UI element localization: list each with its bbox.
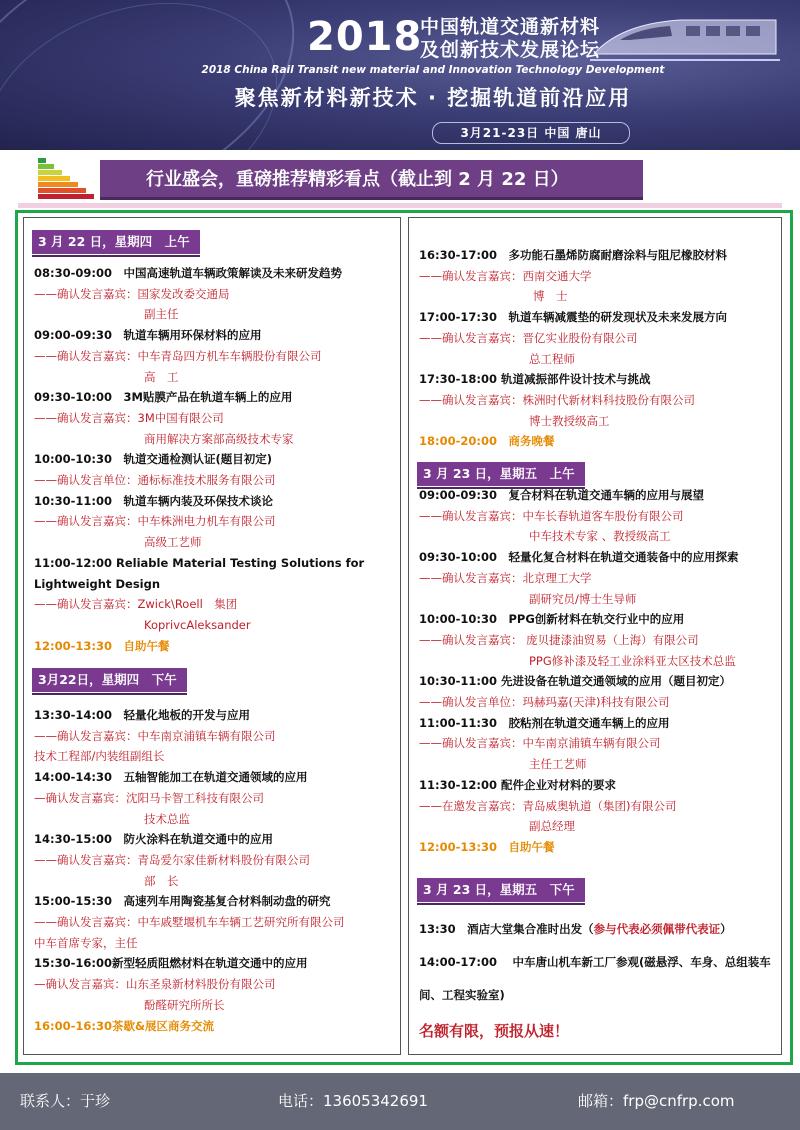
speaker-line: 商用解决方案部高级技术专家 bbox=[144, 431, 294, 446]
session-title: 17:30-18:00 轨道减振部件设计技术与挑战 bbox=[419, 372, 651, 387]
session-title: 09:00-09:30 复合材料在轨道交通车辆的应用与展望 bbox=[419, 488, 704, 502]
heading-underline bbox=[32, 255, 200, 257]
session-title: 15:30-16:00新型轻质阻燃材料在轨道交通中的应用 bbox=[34, 956, 308, 971]
session-text: 13:30 酒店大堂集合准时出发（ bbox=[419, 922, 594, 936]
speaker-line: 高 工 bbox=[144, 369, 179, 384]
speaker-line: ——确认发言嘉宾：中车南京浦镇车辆有限公司 bbox=[34, 728, 276, 743]
day-heading-mar23-am bbox=[417, 462, 585, 486]
session-title: 11:00-11:30 胶粘剂在轨道交通车辆上的应用 bbox=[419, 715, 670, 730]
heading-underline bbox=[417, 903, 585, 905]
section-title: 行业盛会，重磅推荐精彩看点（截止到 2 月 22 日） bbox=[100, 160, 643, 200]
speaker-line: ——确认发言嘉宾：中车南京浦镇车辆有限公司 bbox=[419, 736, 661, 751]
speaker-line: ——确认发言嘉宾：中车株洲电力机车有限公司 bbox=[34, 514, 276, 529]
speaker-line: 博 士 bbox=[533, 289, 568, 304]
speaker-line: 技术工程部/内装组副组长 bbox=[34, 749, 165, 764]
speaker-line: ——确认发言嘉宾：北京理工大学 bbox=[419, 570, 592, 585]
speaker-line: ——确认发言单位：通标标准技术服务有限公司 bbox=[34, 473, 276, 487]
session-title: 16:30-17:00 多功能石墨烯防腐耐磨涂料与阻尼橡胶材料 bbox=[419, 248, 727, 262]
agenda-right-column bbox=[408, 217, 782, 1055]
agenda-left-column bbox=[23, 217, 401, 1055]
day-heading-mar23-pm bbox=[417, 878, 585, 902]
session-title: 17:00-17:30 轨道车辆减震垫的研发现状及未来发展方向 bbox=[419, 310, 727, 325]
session-title: 15:00-15:30 高速列车用陶瓷基复合材料制动盘的研究 bbox=[34, 894, 331, 909]
registration-notice: 名额有限，预报从速！ bbox=[419, 1022, 570, 1040]
banner-date-place: 3月21-23日 中国 唐山 bbox=[432, 122, 630, 144]
speaker-line: 中车首席专家，主任 bbox=[34, 935, 138, 950]
speaker-line: —确认发言嘉宾：山东圣泉新材料股份有限公司 bbox=[34, 977, 276, 992]
session-title: Lightweight Design bbox=[34, 576, 161, 591]
speaker-line: ——确认发言嘉宾：Zwick\Roell 集团 bbox=[34, 597, 238, 612]
break-item: 18:00-20:00 商务晚餐 bbox=[419, 434, 555, 449]
heading-underline bbox=[32, 693, 187, 695]
speaker-line: ——确认发言嘉宾：中车青岛四方机车车辆股份有限公司 bbox=[34, 348, 322, 363]
day-heading-mar23-pm-label: 3 月 23 日，星期五 下午 bbox=[423, 882, 575, 897]
speaker-line: 高级工艺师 bbox=[144, 535, 202, 550]
session-title: 10:00-10:30 PPG创新材料在轨交行业中的应用 bbox=[419, 612, 685, 627]
session-title: 10:30-11:00 先进设备在轨道交通领域的应用（题目初定） bbox=[419, 674, 731, 689]
break-item: 12:00-13:30 自助午餐 bbox=[419, 839, 555, 854]
speaker-line: 酚醛研究所所长 bbox=[144, 997, 225, 1012]
session-title bbox=[419, 919, 775, 939]
speaker-line: ——确认发言嘉宾：株洲时代新材料科技股份有限公司 bbox=[419, 392, 695, 407]
session-title: 11:30-12:00 配件企业对材料的要求 bbox=[419, 777, 616, 792]
session-text: ） bbox=[720, 922, 732, 936]
session-title: 14:00-14:30 五轴智能加工在轨道交通领域的应用 bbox=[34, 770, 308, 785]
speaker-line: ——确认发言嘉宾：中车长春轨道客车股份有限公司 bbox=[419, 508, 684, 523]
banner-title-line1: 中国轨道交通新材料 bbox=[420, 16, 601, 38]
session-title: 09:00-09:30 轨道车辆用环保材料的应用 bbox=[34, 328, 262, 343]
session-title: 14:00-17:00 中车唐山机车新工厂参观(磁悬浮、车身、总组装车 bbox=[419, 955, 771, 969]
speaker-line: 总工程师 bbox=[529, 351, 575, 366]
day-heading-mar22-pm bbox=[32, 668, 187, 692]
speaker-line: 副总经理 bbox=[529, 819, 575, 834]
train-icon bbox=[590, 10, 780, 66]
session-title: 09:30-10:00 3M贴膜产品在轨道车辆上的应用 bbox=[34, 390, 293, 405]
day-heading-mar23-am-label: 3 月 23 日，星期五 上午 bbox=[423, 466, 575, 481]
speaker-line: ——确认发言嘉宾：青岛爱尔家佳新材料股份有限公司 bbox=[34, 852, 310, 867]
session-title: 10:00-10:30 轨道交通检测认证(题目初定) bbox=[34, 452, 272, 467]
break-item: 12:00-13:30 自助午餐 bbox=[34, 638, 170, 653]
footer-email: 邮箱：frp@cnfrp.com bbox=[578, 1092, 735, 1110]
speaker-line: 副研究员/博士生导师 bbox=[529, 591, 637, 606]
speaker-line: PPG修补漆及轻工业涂料亚太区技术总监 bbox=[529, 653, 736, 668]
session-title: 13:30-14:00 轻量化地板的开发与应用 bbox=[34, 708, 250, 722]
day-heading-mar22-pm-label: 3月22日，星期四 下午 bbox=[38, 672, 177, 687]
footer-phone: 电话：13605342691 bbox=[278, 1092, 428, 1110]
badge-requirement-note: 参与代表必须佩带代表证 bbox=[593, 922, 721, 936]
banner-title-line2: 及创新技术发展论坛 bbox=[420, 39, 601, 61]
session-title: 11:00-12:00 Reliable Material Testing Solutions for bbox=[34, 555, 365, 570]
speaker-line: ——确认发言嘉宾：西南交通大学 bbox=[419, 268, 592, 283]
speaker-line: 部 长 bbox=[144, 873, 179, 888]
day-heading-mar22-am-label: 3 月 22 日，星期四 上午 bbox=[38, 234, 190, 249]
speaker-line: ——确认发言嘉宾：晋亿实业股份有限公司 bbox=[419, 330, 638, 345]
session-title: 09:30-10:00 轻量化复合材料在轨道交通装备中的应用探索 bbox=[419, 550, 739, 565]
session-title: 14:30-15:00 防火涂料在轨道交通中的应用 bbox=[34, 832, 273, 847]
speaker-line: ——确认发言嘉宾：中车戚墅堰机车车辆工艺研究所有限公司 bbox=[34, 915, 345, 929]
footer-contact: 联系人：于珍 bbox=[20, 1092, 111, 1110]
level-bars-icon bbox=[34, 156, 104, 204]
speaker-line: 副主任 bbox=[144, 307, 179, 322]
day-heading-mar22-am bbox=[32, 230, 200, 254]
speaker-line: ——确认发言嘉宾：3M中国有限公司 bbox=[34, 410, 224, 425]
speaker-line: 技术总监 bbox=[144, 811, 190, 826]
divider bbox=[18, 203, 782, 208]
speaker-line: ——确认发言单位：玛赫玛嘉(天津)科技有限公司 bbox=[419, 695, 670, 709]
speaker-line: —确认发言嘉宾：沈阳马卡智工科技有限公司 bbox=[34, 790, 264, 805]
session-title: 10:30-11:00 轨道车辆内装及环保技术谈论 bbox=[34, 493, 273, 508]
session-title: 08:30-09:00 中国高速轨道车辆政策解读及未来研发趋势 bbox=[34, 266, 342, 280]
session-title: 间、工程实验室) bbox=[419, 988, 505, 1002]
break-item: 16:00-16:30茶歇&展区商务交流 bbox=[34, 1018, 215, 1033]
banner-year: 2018 bbox=[307, 14, 423, 60]
footer-contact-bar bbox=[0, 1073, 800, 1130]
speaker-line: KoprivcAleksander bbox=[144, 617, 251, 632]
header-banner bbox=[0, 0, 800, 150]
speaker-line: 主任工艺师 bbox=[529, 757, 587, 772]
speaker-line: ——在邀发言嘉宾：青岛威奥轨道（集团)有限公司 bbox=[419, 798, 677, 813]
speaker-line: 博士教授级高工 bbox=[529, 413, 610, 428]
speaker-line: ——确认发言嘉宾：国家发改委交通局 bbox=[34, 286, 230, 301]
banner-english-title: 2018 China Rail Transit new material and Innovation Technology Development bbox=[201, 64, 665, 76]
speaker-line: ——确认发言嘉宾： 庞贝捷漆油贸易（上海）有限公司 bbox=[419, 632, 699, 647]
speaker-line: 中车技术专家 、教授级高工 bbox=[529, 529, 671, 544]
banner-slogan: 聚焦新材料新技术 · 挖掘轨道前沿应用 bbox=[234, 86, 632, 110]
